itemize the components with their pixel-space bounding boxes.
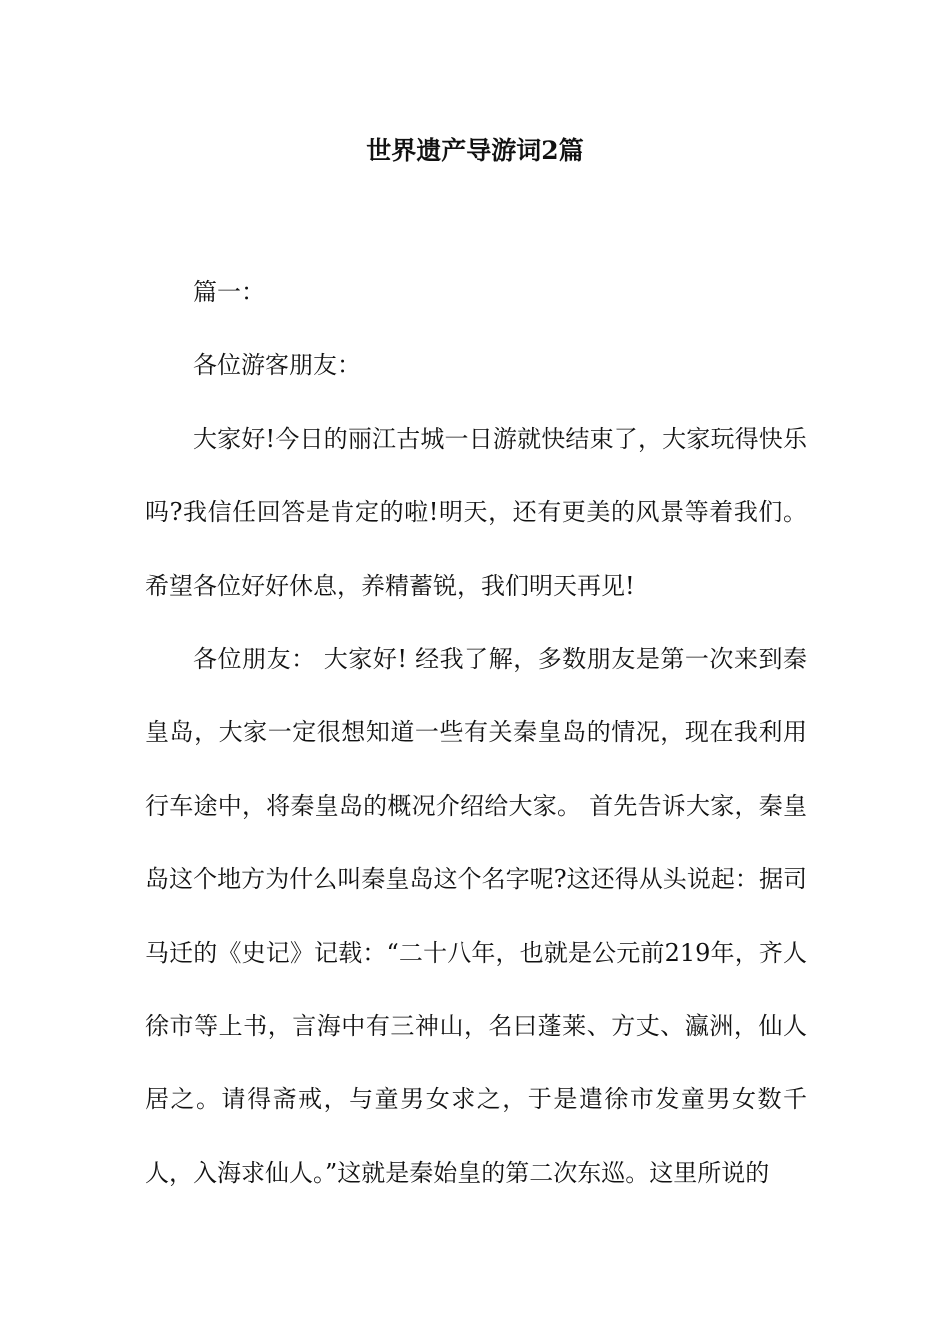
paragraph-greeting: 各位游客朋友： — [193, 351, 361, 380]
paragraph-lijiang-farewell: 大家好!今日的丽江古城一日游就快结束了，大家玩得快乐吗?我信任回答是肯定的啦!明天，还有更美的风景等着我们。希望各位好好休息，养精蓄锐，我们明天再见! — [145, 424, 807, 600]
paragraph-section-label: 篇一： — [193, 278, 265, 306]
document-body — [145, 256, 807, 1210]
paragraph-qinhuangdao-intro: 各位朋友： 大家好! 经我了解，多数朋友是第一次来到秦皇岛，大家一定很想知道一些有关秦皇岛的情况，现在我利用行车途中，将秦皇岛的概况介绍给大家。 首先告诉大家，秦皇岛这个地方为什么叫秦皇岛这个名字呢?这还得从头说起：据司马迁的《史记》记载：“二十八年，也就是公元前219年，齐人徐市等上书，言海中有三神山，名曰蓬莱、方丈、瀛洲，仙人居之。请得斋戒，与童男女求之，于是遣徐市发童男女数千人，入海求仙人。”这就是秦始皇的第二次东巡。这里所说的 — [145, 645, 807, 1187]
document-title: 世界遗产导游词2篇 — [366, 136, 584, 165]
